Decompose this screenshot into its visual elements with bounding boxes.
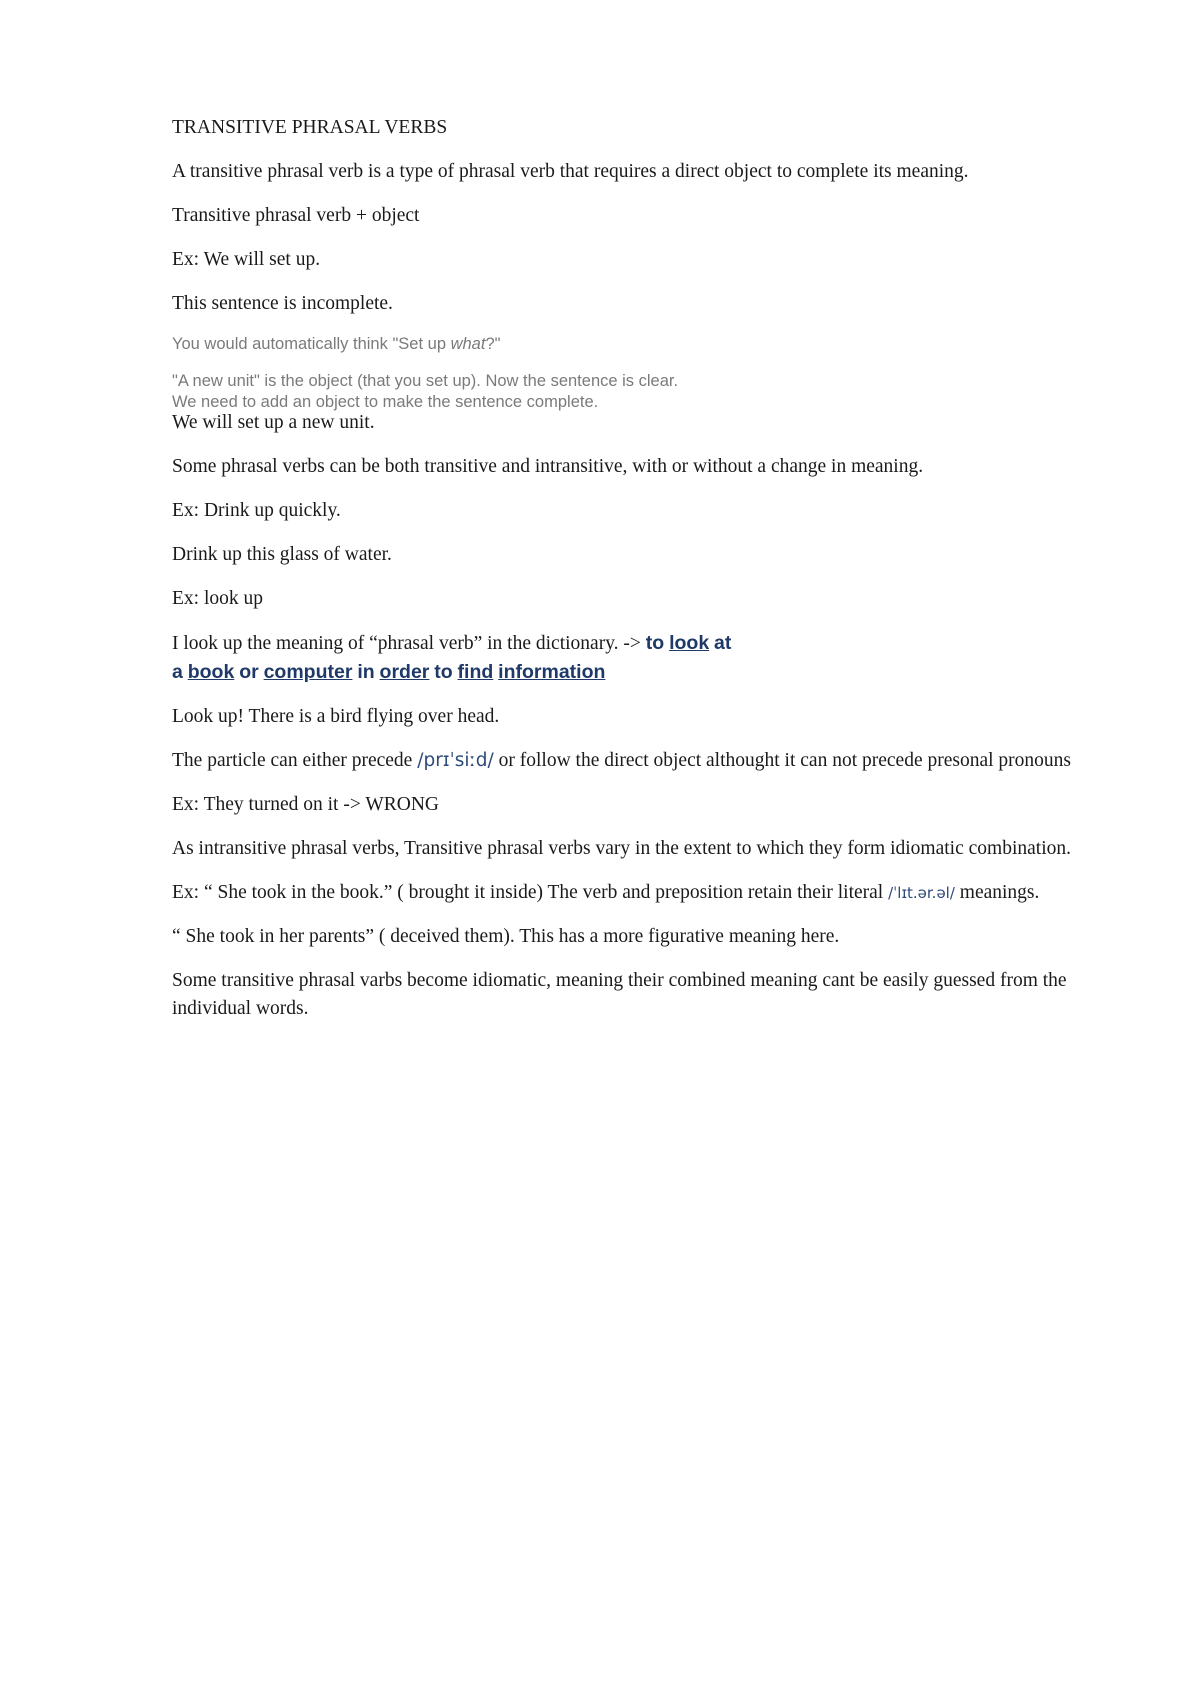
particle-paragraph (172, 747, 1092, 775)
def-word-to-2: to (434, 661, 453, 683)
def-link-look[interactable]: look (669, 632, 710, 654)
wrong-example: Ex: They turned on it -> WRONG (172, 794, 439, 815)
figurative-example: “ She took in her parents” ( deceived them). This has a more figurative meaning here. (172, 926, 840, 947)
particle-pre: The particle can either precede (172, 750, 418, 771)
def-word-at: at (714, 632, 732, 654)
literal-pre: Ex: “ She took in the book.” ( brought it inside) The verb and preposition retain their literal (172, 882, 889, 903)
drink-up-example-1: Ex: Drink up quickly. (172, 500, 341, 521)
document-body (172, 114, 1092, 1039)
ipa-precede: /prɪˈsiːd/ (417, 750, 494, 771)
particle-post: or follow the direct object althought it can not precede presonal pronouns (493, 750, 1071, 771)
complete-example: We will set up a new unit. (172, 412, 375, 433)
definition-paragraph: A transitive phrasal verb is a type of phrasal verb that requires a direct object to complete its meaning. (172, 161, 969, 182)
def-word-a: a (172, 661, 183, 683)
drink-up-example-2: Drink up this glass of water. (172, 544, 392, 565)
def-word-in: in (357, 661, 375, 683)
formula-paragraph: Transitive phrasal verb + object (172, 205, 420, 226)
gray-note-2-line-2: We need to add an object to make the sentence complete. (172, 393, 599, 411)
look-up-heading: Ex: look up (172, 588, 263, 609)
def-link-information[interactable]: information (498, 661, 606, 683)
gray-note-1 (172, 334, 1092, 355)
idiomatic-extent-paragraph: As intransitive phrasal verbs, Transitive phrasal verbs vary in the extent to which they form idiomatic combination. (172, 838, 1071, 859)
incomplete-note: This sentence is incomplete. (172, 293, 393, 314)
doc-title: TRANSITIVE PHRASAL VERBS (172, 117, 448, 138)
def-link-find[interactable]: find (457, 661, 494, 683)
gray-note-2-line-1: "A new unit" is the object (that you set up). Now the sentence is clear. (172, 372, 679, 390)
gray-note-1-post: ?" (485, 335, 501, 353)
both-types-paragraph: Some phrasal verbs can be both transitive and intransitive, with or without a change in meaning. (172, 456, 924, 477)
def-word-or: or (239, 661, 259, 683)
gray-note-2 (172, 371, 1092, 413)
look-up-example (172, 629, 1092, 687)
literal-post: meanings. (954, 882, 1040, 903)
def-link-book[interactable]: book (187, 661, 235, 683)
idiomatic-paragraph: Some transitive phrasal varbs become idiomatic, meaning their combined meaning cant be easily guessed from the individual words. (172, 970, 1067, 1019)
gray-note-1-em: what (450, 335, 486, 353)
ipa-literal: /ˈlɪt.ər.əl/ (888, 884, 955, 902)
def-link-computer[interactable]: computer (263, 661, 353, 683)
def-link-order[interactable]: order (379, 661, 430, 683)
gray-note-1-pre: You would automatically think "Set up (172, 335, 451, 353)
look-up-example-text: I look up the meaning of “phrasal verb” in the dictionary. -> (172, 633, 646, 654)
def-word-to: to (645, 632, 665, 654)
bird-example: Look up! There is a bird flying over head. (172, 706, 500, 727)
example-paragraph: Ex: We will set up. (172, 249, 321, 270)
literal-example (172, 879, 1092, 907)
